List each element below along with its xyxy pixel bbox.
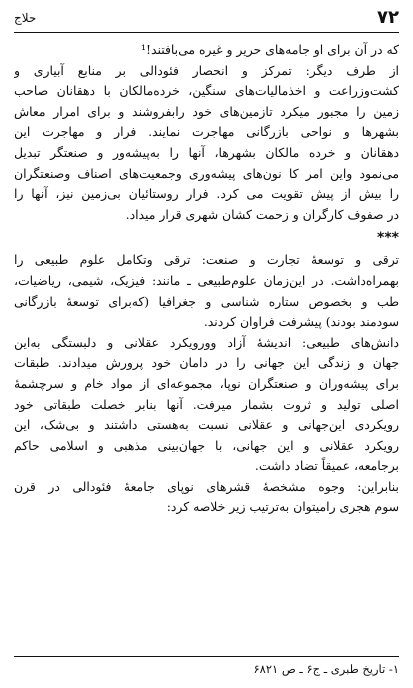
section-separator: *** <box>377 230 399 247</box>
text-line: در صفوف کارگران و زحمت کشان شهری قرار میداد. <box>125 206 399 222</box>
text-line: رویکردی این‌جهانی و عقلانی نسبت به‌هستی داشتند و بی‌شک، این <box>14 417 399 433</box>
page-body <box>14 40 399 518</box>
page-number: ۷۲ <box>377 7 399 28</box>
text-line: که در آن برای او جامه‌های حریر و غیره می‌بافتند!¹ <box>141 42 399 57</box>
text-line: از طرف دیگر: تمرکز و انحصار فئودالی بر منابع آبیاری و <box>14 62 399 78</box>
paragraph-5 <box>14 477 399 518</box>
page-header <box>14 6 399 33</box>
text-line: ترقی و توسعهٔ تجارت و صنعت: ترقی وتکامل علوم طبیعی را <box>14 252 399 268</box>
text-line: بهمراه‌داشت. در این‌زمان علوم‌طبیعی ـ مانند: فیزیک، شیمی، ریاضیات، <box>14 272 399 288</box>
text-line: سوم هجری رامیتوان به‌ترتیب زیر خلاصه کرد: <box>166 499 399 515</box>
text-line: زمین را مجبور میکرد تازمین‌های خود رابفروشند و برای امرار معاش <box>14 103 399 119</box>
text-line: برجامعه، عمیقاً تضاد داشت. <box>254 458 399 474</box>
running-title: حلاج <box>14 11 37 25</box>
text-line: می‌نمود واین امر کا نون‌های پیشه‌وری وجمعیت‌های اصناف وصنعتگران <box>14 165 399 181</box>
text-line: جهان و زندگی این جهانی را در دامان خود پرورش میدادند. طبقات <box>14 355 399 371</box>
footnote-divider <box>14 656 399 657</box>
text-line: را بیش از پیش تقویت می کرد. فرار روستائیان بی‌زمین نیز، آنها را <box>14 186 399 202</box>
paragraph-4 <box>14 333 399 477</box>
text-line: سودمند بودند) پیشرفت فراوان کردند. <box>203 314 399 330</box>
paragraph-3 <box>14 250 399 332</box>
text-line: برای پیشه‌وران و صنعتگران نوپا، مجموعه‌ای از مواد خام و سرچشمهٔ <box>14 375 399 391</box>
text-line: بنابراین: وجوه مشخصهٔ قشرهای نوپای جامعهٔ فئودالی در قرن <box>14 478 399 494</box>
footnote: ۱- تاریخ طبری ـ ج۶ ـ ص ۶۸۲۱ <box>253 662 399 676</box>
text-line: طب و بخصوص ستاره شناسی و جغرافیا (که‌برای توسعهٔ بازرگانی <box>14 293 399 309</box>
text-line: اصلی تولید و ثروت بشمار میرفت. آنها بنابر خصلت طبقاتی خود <box>14 396 399 412</box>
text-line: کشت‌وزراعت و اخذمالیات‌های سنگین، خرده‌مالکان با دهقانان صاحب <box>14 83 399 99</box>
paragraph-1 <box>14 40 399 61</box>
paragraph-2 <box>14 61 399 226</box>
text-line: دانش‌های طبیعی: اندیشهٔ آزاد وورویکرد عقلانی و دلبستگی به‌این <box>14 334 399 350</box>
text-line: دهقانان و خرده مالکان بشهرها، آنها را به‌پیشه‌ور و صنعتگر تبدیل <box>14 144 399 160</box>
text-line: رویکرد عقلانی و این جهانی، با جهان‌بینی مذهبی و اسلامی حاکم <box>14 437 399 453</box>
text-line: بشهرها و نواحی بازرگانی مهاجرت نمایند. فرار و مهاجرت این <box>14 124 399 140</box>
